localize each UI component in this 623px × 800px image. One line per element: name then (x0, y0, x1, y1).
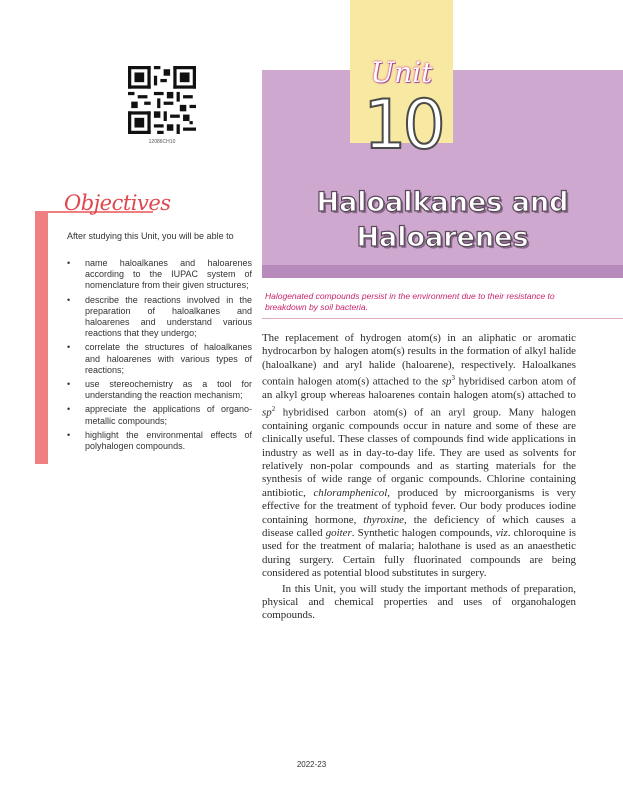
paragraph-run: , the deficiency of which causes a disease called (262, 513, 576, 539)
objective-item (67, 404, 252, 426)
qr-code-image (128, 66, 196, 134)
bullet-icon: • (67, 342, 71, 353)
banner-caption: Halogenated compounds persist in the environment due to their resistance to breakdown by soil bacteria. (265, 291, 555, 312)
chapter-title-line1: Haloalkanes and (316, 187, 569, 218)
qr-code-label: 12086CH10 (148, 139, 176, 145)
objective-text: use stereochemistry as a tool for understanding the reaction mechanism; (85, 379, 252, 401)
bullet-icon: • (67, 294, 71, 305)
bullet-icon: • (67, 404, 71, 415)
paragraph-run: sp (441, 375, 452, 388)
objective-item (67, 379, 252, 401)
paragraph-run: hybridised carbon atom(s) of an aryl group. Many halogen containing organic compounds occur in nature and some of these are clinically useful. These classes of compounds find wide applications in industry as well as in day-to-day life. They are used as solvents for relatively non-polar compounds and as starting materials for the synthesis of wide range of organic compounds. Chlorine containing antibiotic, (262, 406, 576, 499)
intro-paragraph (262, 332, 576, 581)
paragraph-run: goiter (325, 526, 352, 539)
paragraph-run: viz (495, 526, 508, 539)
objectives-heading: Objectives (64, 191, 171, 215)
paragraph-run: thyroxine (363, 513, 405, 526)
paragraph-run: The replacement of hydrogen atom(s) in an aliphatic or aromatic hydrocarbon by halogen atom(s) results in the formation of alkyl halide (haloalkane) and aryl halide (haloarene), respectively. Haloalkanes contain halogen atom(s) attached to the (262, 332, 576, 388)
unit-overview-paragraph: In this Unit, you will study the important methods of preparation, physical and chemical properties and uses of organohalogen compounds. (262, 582, 576, 622)
banner-strip (262, 265, 623, 278)
body-text (262, 332, 576, 623)
paragraph-run: hybridised carbon atom of an alkyl group whereas haloarenes contain halogen atom(s) attached to (262, 375, 576, 402)
objective-item (67, 258, 252, 292)
bullet-icon: • (67, 379, 71, 390)
chapter-title (262, 185, 623, 255)
objectives-list (67, 258, 252, 455)
objectives-intro: After studying this Unit, you will be able to (67, 231, 234, 241)
unit-label: Unit (370, 56, 433, 89)
objective-text: name haloalkanes and haloarenes according to the IUPAC system of nomenclature from their given structures; (85, 258, 252, 291)
unit-number: 10 (363, 86, 442, 165)
objective-text: appreciate the applications of organo-metallic compounds; (85, 404, 252, 426)
paragraph-run: 2 (271, 404, 276, 413)
paragraph-run: sp (262, 406, 272, 419)
paragraph-run: . chloroquine is used for the treatment of malaria; halothane is used as an anaesthetic during surgery. Certain fully fluorinated compounds are being considered as potential blood substitutes in surgery. (262, 526, 576, 580)
objective-text: correlate the structures of haloalkanes and haloarenes with various types of reactions; (85, 342, 252, 375)
bullet-icon: • (67, 429, 71, 440)
paragraph-run: chloramphenicol (313, 486, 388, 499)
objectives-sidebar-bar (35, 212, 48, 464)
bullet-icon: • (67, 258, 71, 268)
objective-item (67, 295, 252, 340)
objective-item (67, 430, 252, 452)
objective-text: highlight the environmental effects of polyhalogen compounds. (85, 429, 252, 452)
objective-text: describe the reactions involved in the preparation of haloalkanes and haloarenes and understand various reactions that they undergo; (85, 294, 252, 339)
caption-divider (262, 318, 623, 319)
paragraph-run: . Synthetic halogen compounds, (351, 526, 496, 539)
paragraph-run: 3 (451, 374, 455, 383)
page-footer-year: 2022-23 (296, 760, 327, 769)
chapter-title-line2: Haloarenes (356, 222, 529, 253)
paragraph-run: , produced by microorganisms is very effective for the treatment of typhoid fever. Our body produces iodine containing hormone, (262, 486, 577, 526)
objective-item (67, 342, 252, 376)
